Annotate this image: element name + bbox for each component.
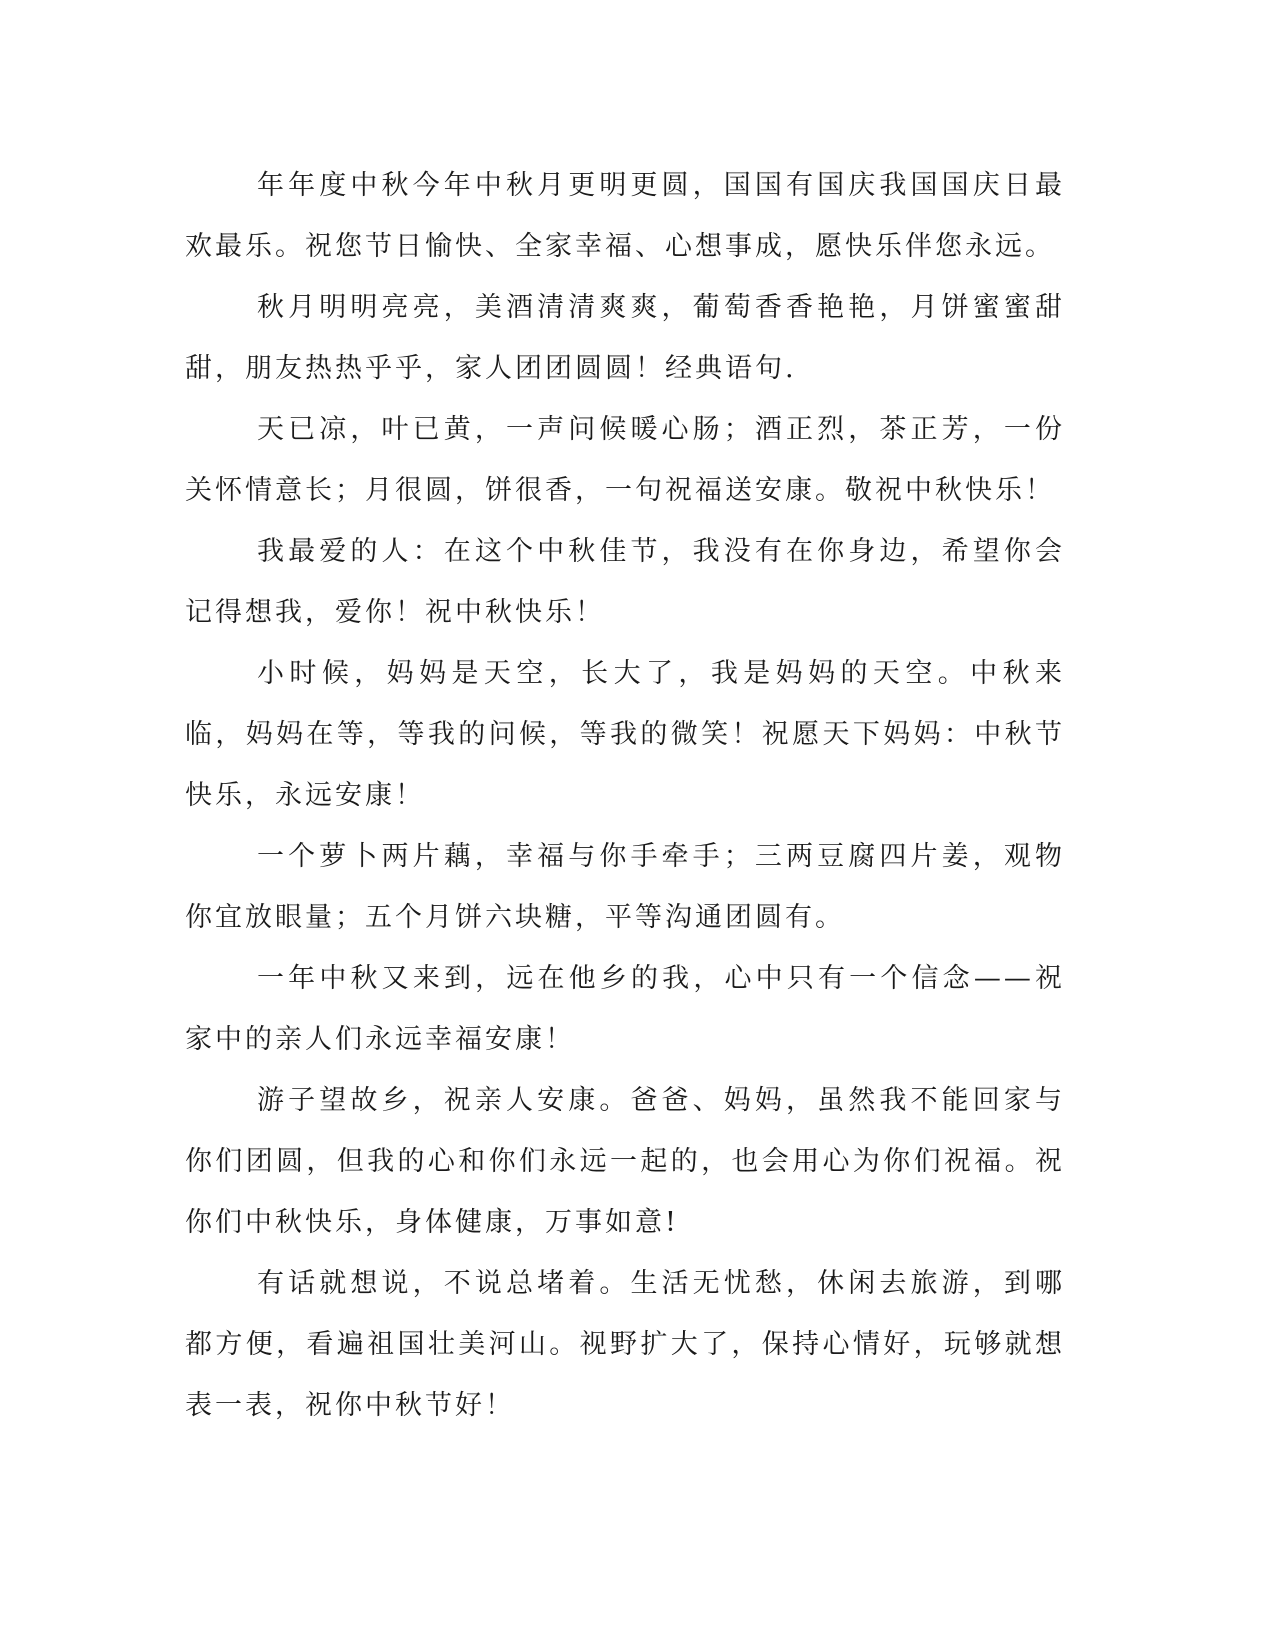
paragraph-7: 一年中秋又来到，远在他乡的我，心中只有一个信念——祝家中的亲人们永远幸福安康！: [185, 963, 1065, 1055]
document-body: [185, 155, 1065, 1436]
paragraph-4: 我最爱的人：在这个中秋佳节，我没有在你身边，希望你会记得想我，爱你！祝中秋快乐！: [185, 536, 1065, 628]
paragraph-5: 小时候，妈妈是天空，长大了，我是妈妈的天空。中秋来临，妈妈在等，等我的问候，等我的微笑！祝愿天下妈妈：中秋节快乐，永远安康！: [185, 658, 1065, 811]
paragraph-1: 年年度中秋今年中秋月更明更圆，国国有国庆我国国庆日最欢最乐。祝您节日愉快、全家幸福、心想事成，愿快乐伴您永远。: [185, 170, 1065, 262]
paragraph-2: 秋月明明亮亮，美酒清清爽爽，葡萄香香艳艳，月饼蜜蜜甜甜，朋友热热乎乎，家人团团圆圆！经典语句.: [185, 292, 1065, 384]
paragraph-8: 游子望故乡，祝亲人安康。爸爸、妈妈，虽然我不能回家与你们团圆，但我的心和你们永远一起的，也会用心为你们祝福。祝你们中秋快乐，身体健康，万事如意!: [185, 1085, 1065, 1238]
paragraph-6: 一个萝卜两片藕，幸福与你手牵手；三两豆腐四片姜，观物你宜放眼量；五个月饼六块糖，平等沟通团圆有。: [185, 841, 1065, 933]
paragraph-3: 天已凉，叶已黄，一声问候暖心肠；酒正烈，茶正芳，一份关怀情意长；月很圆，饼很香，一句祝福送安康。敬祝中秋快乐！: [185, 414, 1065, 506]
paragraph-9: 有话就想说，不说总堵着。生活无忧愁，休闲去旅游，到哪都方便，看遍祖国壮美河山。视野扩大了，保持心情好，玩够就想表一表，祝你中秋节好！: [185, 1268, 1065, 1421]
